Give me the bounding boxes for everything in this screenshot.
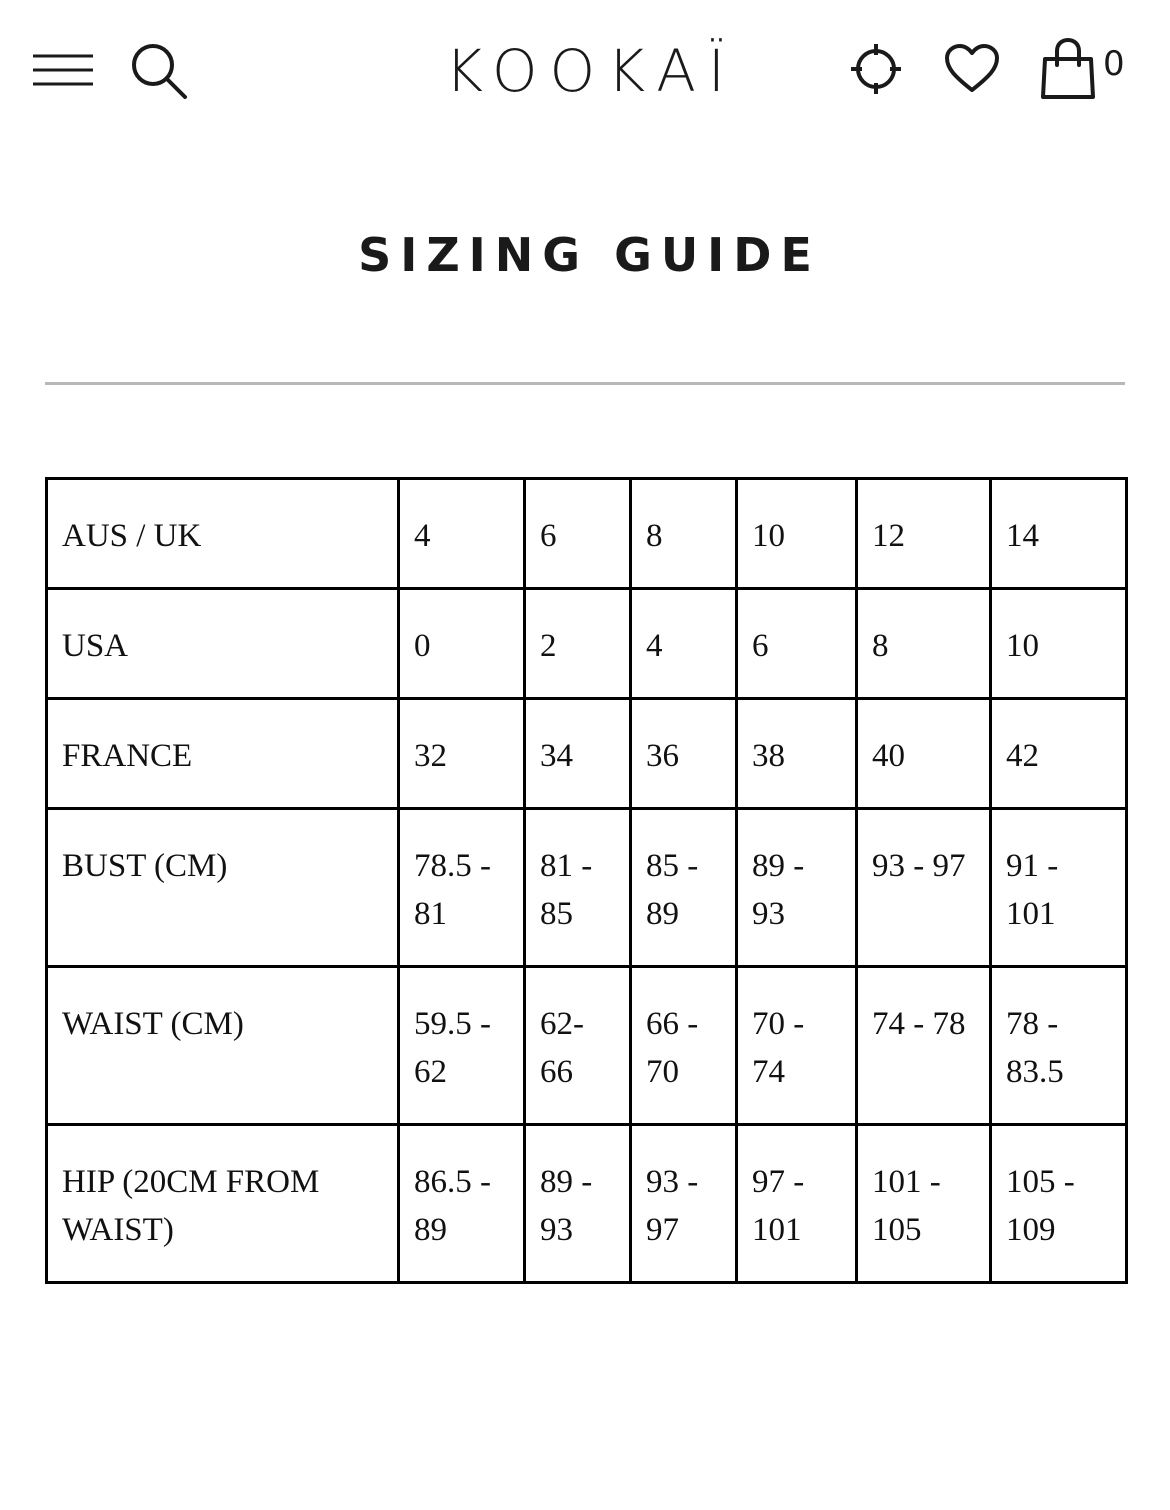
table-cell: 74 - 78 [857, 967, 991, 1125]
table-cell: 40 [857, 699, 991, 809]
table-cell: 86.5 - 89 [399, 1125, 525, 1283]
table-cell: 42 [991, 699, 1127, 809]
table-cell: 10 [737, 479, 857, 589]
page-title: SIZING GUIDE [358, 228, 821, 282]
table-row [47, 699, 1127, 809]
table-cell: 14 [991, 479, 1127, 589]
shopping-bag-icon[interactable] [1040, 38, 1096, 100]
row-label: HIP (20CM FROM WAIST) [47, 1125, 399, 1283]
table-cell: 8 [631, 479, 737, 589]
sizing-table [45, 477, 1128, 1284]
table-cell: 93 - 97 [857, 809, 991, 967]
row-label: WAIST (CM) [47, 967, 399, 1125]
table-cell: 2 [525, 589, 631, 699]
table-row [47, 589, 1127, 699]
table-cell: 91 - 101 [991, 809, 1127, 967]
table-cell: 34 [525, 699, 631, 809]
table-cell: 6 [525, 479, 631, 589]
table-cell: 101 - 105 [857, 1125, 991, 1283]
table-cell: 8 [857, 589, 991, 699]
table-cell: 70 - 74 [737, 967, 857, 1125]
table-cell: 97 - 101 [737, 1125, 857, 1283]
table-cell: 89 - 93 [737, 809, 857, 967]
table-cell: 4 [399, 479, 525, 589]
row-label: AUS / UK [47, 479, 399, 589]
table-row [47, 479, 1127, 589]
table-cell: 78.5 - 81 [399, 809, 525, 967]
row-label: USA [47, 589, 399, 699]
table-cell: 0 [399, 589, 525, 699]
table-cell: 78 - 83.5 [991, 967, 1127, 1125]
divider [45, 382, 1125, 385]
row-label: BUST (CM) [47, 809, 399, 967]
table-cell: 6 [737, 589, 857, 699]
table-cell: 81 - 85 [525, 809, 631, 967]
table-cell: 93 - 97 [631, 1125, 737, 1283]
table-cell: 36 [631, 699, 737, 809]
table-row [47, 1125, 1127, 1283]
table-cell: 38 [737, 699, 857, 809]
table-cell: 85 - 89 [631, 809, 737, 967]
cart-count[interactable]: 0 [1103, 44, 1125, 84]
store-locator-icon[interactable] [850, 43, 902, 95]
table-cell: 89 - 93 [525, 1125, 631, 1283]
table-row [47, 967, 1127, 1125]
table-cell: 59.5 - 62 [399, 967, 525, 1125]
table-cell: 12 [857, 479, 991, 589]
row-label: FRANCE [47, 699, 399, 809]
site-header [0, 0, 1170, 140]
table-cell: 32 [399, 699, 525, 809]
table-cell: 4 [631, 589, 737, 699]
table-row [47, 809, 1127, 967]
table-cell: 62-66 [525, 967, 631, 1125]
table-cell: 10 [991, 589, 1127, 699]
brand-logo[interactable]: KOOKAÏ [445, 37, 737, 105]
heart-icon[interactable] [944, 44, 1000, 94]
table-cell: 105 - 109 [991, 1125, 1127, 1283]
table-cell: 66 - 70 [631, 967, 737, 1125]
